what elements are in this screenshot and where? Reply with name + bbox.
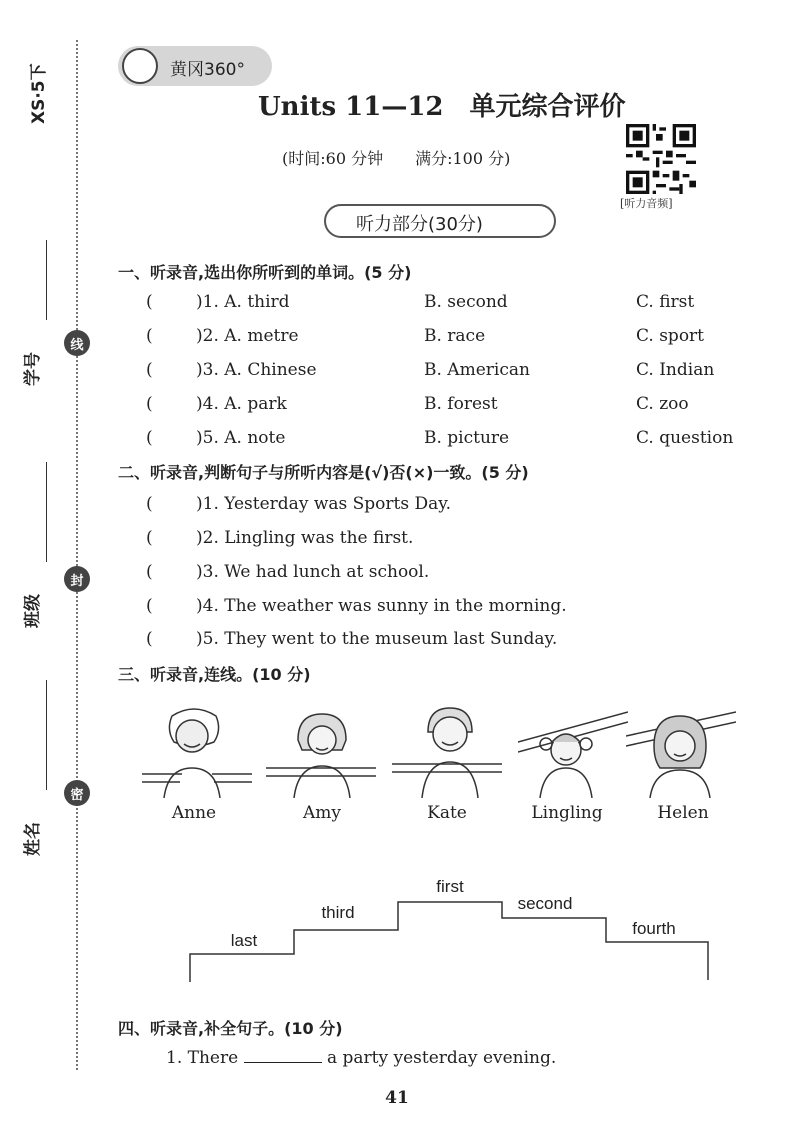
anne-illustration xyxy=(142,706,252,798)
s1-item-5[interactable]: ( )5. A. note xyxy=(146,428,286,448)
s2-item-1[interactable]: ( )1. Yesterday was Sports Day. xyxy=(146,494,452,514)
section-1-title: 一、听录音,选出你所听到的单词。(5 分) xyxy=(118,263,412,282)
series-code: XS·5下 xyxy=(29,63,49,124)
s1-item-4-c: C. zoo xyxy=(636,394,689,414)
helen-illustration xyxy=(626,706,736,798)
amy-illustration xyxy=(266,706,376,798)
qr-caption: [听力音频] xyxy=(620,197,673,210)
s2-item-5[interactable]: ( )5. They went to the museum last Sunday. xyxy=(146,629,558,649)
person-anne[interactable]: Anne xyxy=(171,803,217,823)
podium-fourth[interactable]: fourth xyxy=(632,919,676,938)
person-kate[interactable]: Kate xyxy=(427,803,467,823)
kate-illustration xyxy=(392,706,502,798)
listening-section-banner: 听力部分(30分) xyxy=(324,204,556,238)
page-number: 41 xyxy=(385,1088,409,1108)
s4-q1-blank[interactable] xyxy=(244,1048,322,1063)
s4-question-1: 1. There a party yesterday evening. xyxy=(166,1048,557,1068)
s2-item-4[interactable]: ( )4. The weather was sunny in the morning. xyxy=(146,596,567,616)
s2-item-3[interactable]: ( )3. We had lunch at school. xyxy=(146,562,430,582)
s1-item-1-b: B. second xyxy=(424,292,508,312)
seal-mark-mi: 密 xyxy=(64,780,90,806)
s1-item-1[interactable]: ( )1. A. third xyxy=(146,292,290,312)
s1-item-3[interactable]: ( )3. A. Chinese xyxy=(146,360,317,380)
podium-last[interactable]: last xyxy=(230,931,258,950)
s1-item-2[interactable]: ( )2. A. metre xyxy=(146,326,299,346)
s1-item-2-b: B. race xyxy=(424,326,486,346)
s1-item-3-b: B. American xyxy=(424,360,530,380)
qr-code-icon[interactable] xyxy=(626,124,696,194)
s1-item-3-c: C. Indian xyxy=(636,360,715,380)
podium-first[interactable]: first xyxy=(436,877,464,896)
s1-item-5-b: B. picture xyxy=(424,428,510,448)
podium-third[interactable]: third xyxy=(321,903,355,922)
section-4-title: 四、听录音,补全句子。(10 分) xyxy=(118,1019,343,1038)
cut-line xyxy=(76,40,78,1070)
s1-item-4-b: B. forest xyxy=(424,394,498,414)
seal-mark-xian: 线 xyxy=(64,330,90,356)
person-amy[interactable]: Amy xyxy=(302,803,341,823)
seal-mark-feng: 封 xyxy=(64,566,90,592)
brand-badge: 黄冈360° xyxy=(118,46,272,86)
lingling-illustration xyxy=(518,706,628,798)
s1-item-5-c: C. question xyxy=(636,428,734,448)
exam-time-score: (时间:60 分钟 满分:100 分) xyxy=(282,149,511,168)
person-lingling[interactable]: Lingling xyxy=(531,803,603,823)
section-3-title: 三、听录音,连线。(10 分) xyxy=(118,665,311,684)
s1-item-1-c: C. first xyxy=(636,292,695,312)
person-helen[interactable]: Helen xyxy=(657,803,709,823)
s1-item-4[interactable]: ( )4. A. park xyxy=(146,394,287,414)
section-2-title: 二、听录音,判断句子与所听内容是(√)否(×)一致。(5 分) xyxy=(118,463,529,482)
s2-item-2[interactable]: ( )2. Lingling was the first. xyxy=(146,528,414,548)
podium-second[interactable]: second xyxy=(517,894,573,913)
page-title: Units 11—12 单元综合评价 xyxy=(258,92,626,122)
s1-item-2-c: C. sport xyxy=(636,326,705,346)
brand-logo-icon xyxy=(122,48,158,84)
